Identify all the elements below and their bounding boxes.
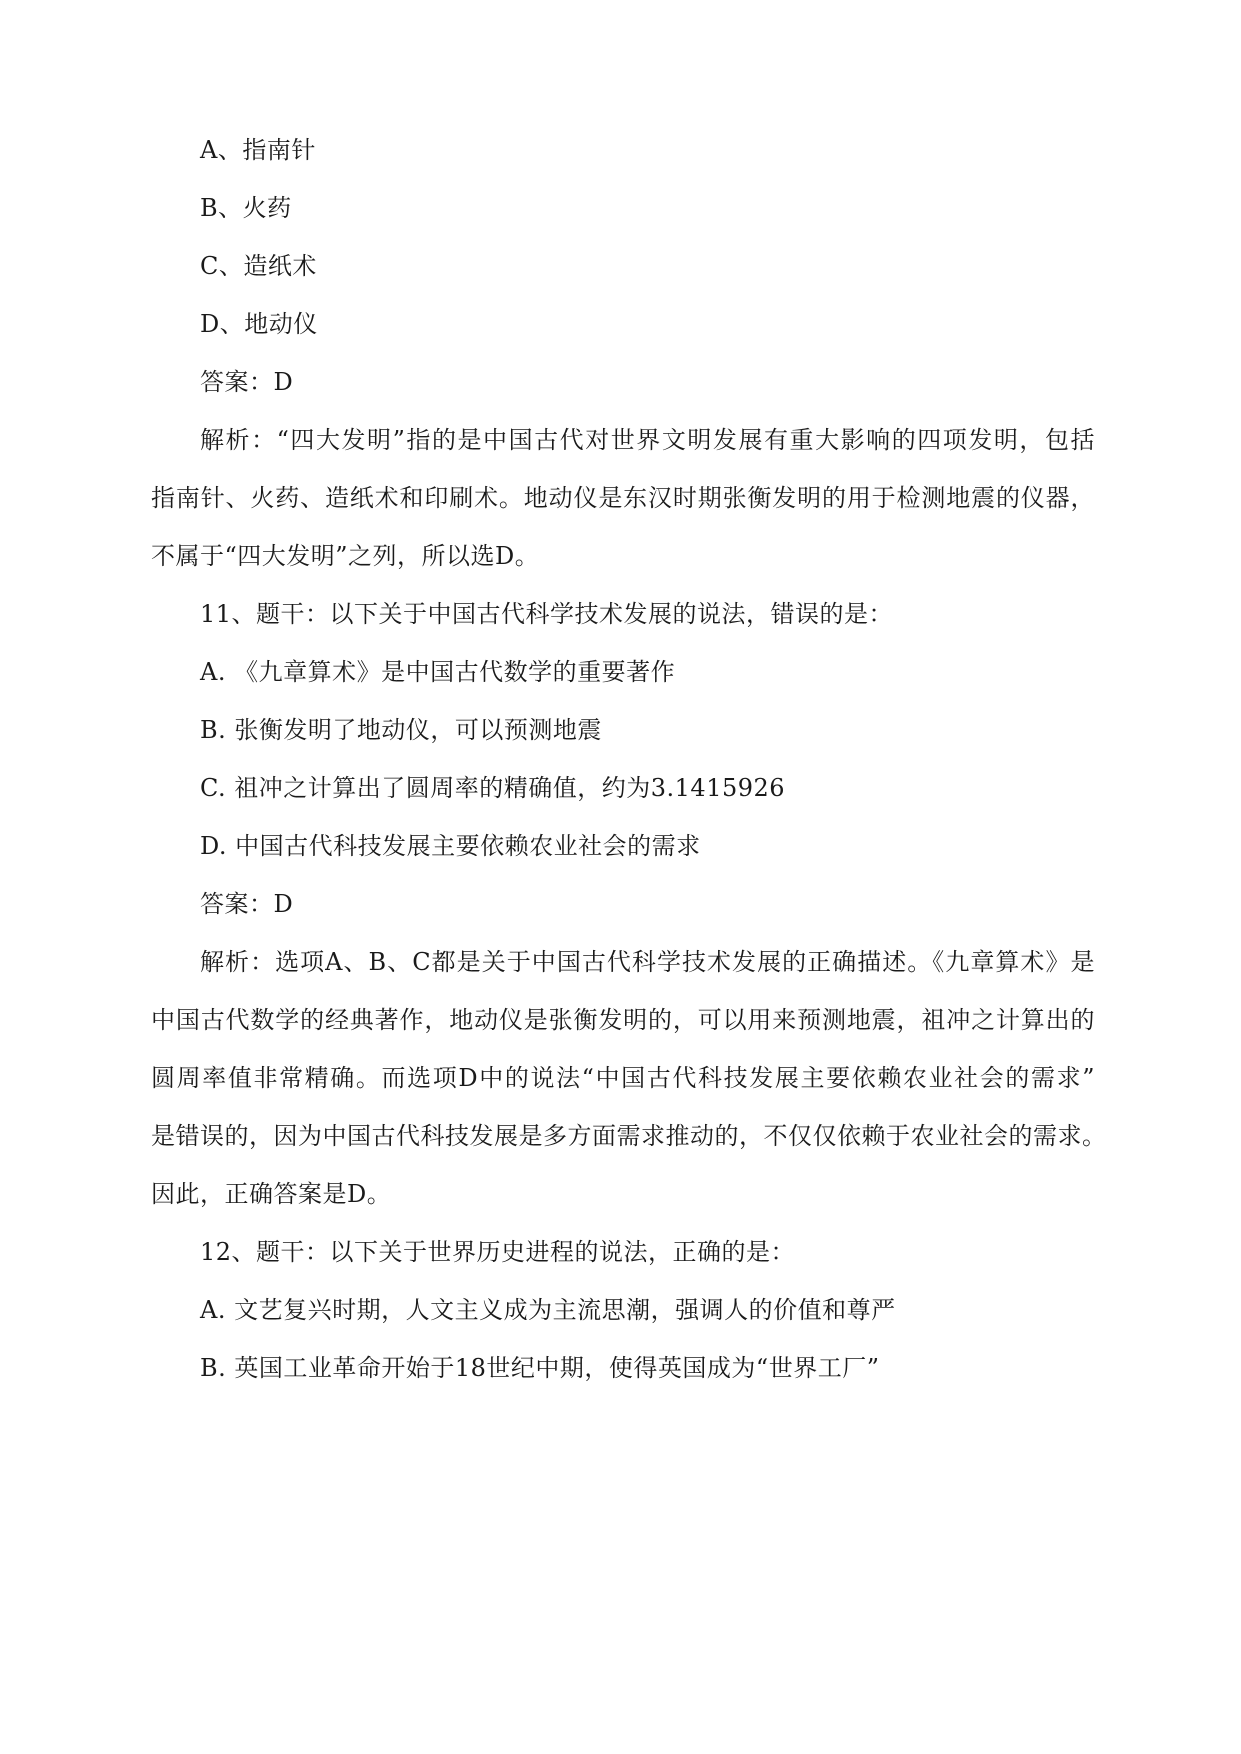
q10-analysis-line-3: 不属于“四大发明”之列，所以选D。 <box>151 542 540 570</box>
q11-analysis-line-5: 因此，正确答案是D。 <box>151 1180 392 1208</box>
q12-option-a: A. 文艺复兴时期，人文主义成为主流思潮，强调人的价值和尊严 <box>200 1296 896 1324</box>
q11-answer: 答案：D <box>200 890 294 918</box>
q10-analysis-line-1: 解析：“四大发明”指的是中国古代对世界文明发展有重大影响的四项发明，包括 <box>200 426 1095 454</box>
q11-option-b: B. 张衡发明了地动仪，可以预测地震 <box>200 716 602 744</box>
q10-option-b: B、火药 <box>200 194 292 222</box>
q12-option-b: B. 英国工业革命开始于18世纪中期，使得英国成为“世界工厂” <box>200 1354 880 1382</box>
q12-stem: 12、题干：以下关于世界历史进程的说法，正确的是： <box>200 1238 796 1266</box>
q11-option-c: C. 祖冲之计算出了圆周率的精确值，约为3.1415926 <box>200 774 786 802</box>
q11-analysis-line-2: 中国古代数学的经典著作，地动仪是张衡发明的，可以用来预测地震，祖冲之计算出的 <box>151 1006 1095 1034</box>
q10-analysis-line-2: 指南针、火药、造纸术和印刷术。地动仪是东汉时期张衡发明的用于检测地震的仪器， <box>151 484 1095 512</box>
q10-option-d: D、地动仪 <box>200 310 318 338</box>
q11-option-a: A. 《九章算术》是中国古代数学的重要著作 <box>200 658 676 686</box>
q10-option-c: C、造纸术 <box>200 252 317 280</box>
q10-option-a: A、指南针 <box>200 136 316 164</box>
q11-analysis-line-4: 是错误的，因为中国古代科技发展是多方面需求推动的，不仅仅依赖于农业社会的需求。 <box>151 1122 1107 1150</box>
q11-analysis-line-3: 圆周率值非常精确。而选项D中的说法“中国古代科技发展主要依赖农业社会的需求” <box>151 1064 1095 1092</box>
q11-analysis-line-1: 解析：选项A、B、C都是关于中国古代科学技术发展的正确描述。《九章算术》是 <box>200 948 1095 976</box>
q11-option-d: D. 中国古代科技发展主要依赖农业社会的需求 <box>200 832 701 860</box>
q11-stem: 11、题干：以下关于中国古代科学技术发展的说法，错误的是： <box>200 600 894 628</box>
q10-answer: 答案：D <box>200 368 294 396</box>
